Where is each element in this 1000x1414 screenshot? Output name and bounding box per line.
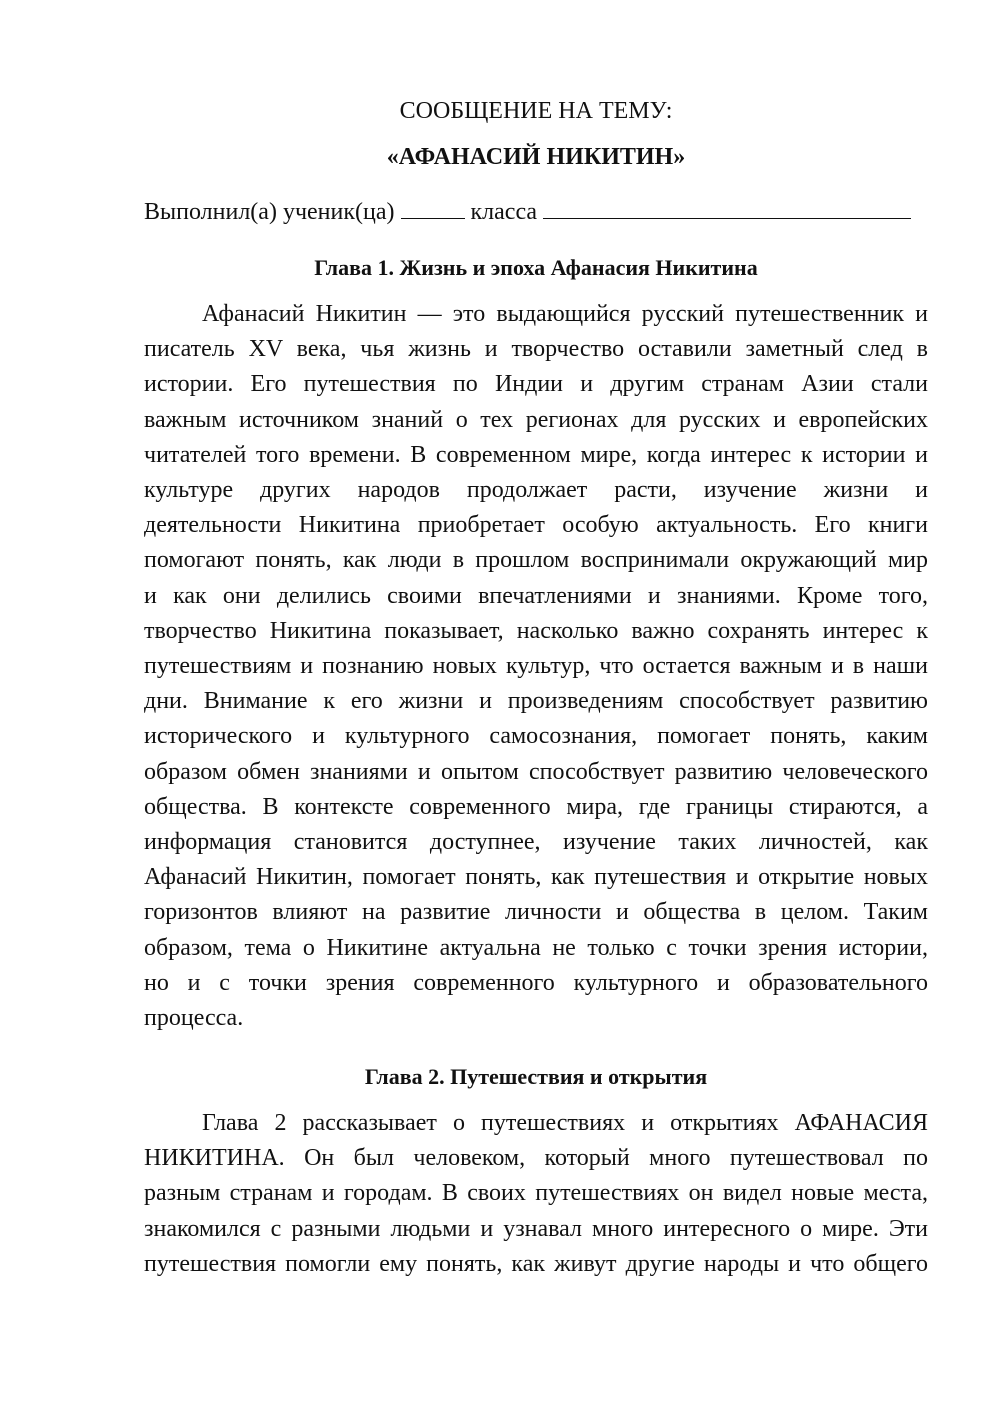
paragraph-line: образом обмен знаниями и опытом способствует развитию человеческого [144, 758, 928, 785]
paragraph-line: информация становится доступнее, изучение таких личностей, как [144, 829, 928, 856]
chapter2-paragraph [144, 1106, 928, 1282]
document-title-line1: СООБЩЕНИЕ НА ТЕМУ: [399, 98, 673, 124]
chapter1-paragraph [144, 297, 928, 1036]
paragraph-line: исторического и культурного самосознания, помогает понять, каким [144, 723, 928, 750]
paragraph-line: культуре других народов продолжает расти, изучение жизни и [144, 477, 928, 504]
document-title-line2: «АФАНАСИЙ НИКИТИН» [386, 144, 686, 170]
document-page [144, 0, 928, 1414]
paragraph-line: Афанасий Никитин, помогает понять, как путешествия и открытие новых [144, 864, 928, 891]
paragraph-line: истории. Его путешествия по Индии и другим странам Азии стали [144, 371, 928, 398]
paragraph-line: знакомился с разными людьми и узнавал много интересного о мире. Эти [144, 1215, 928, 1242]
paragraph-line: общества. В контексте современного мира, где границы стираются, а [144, 793, 928, 820]
paragraph-line: помогают понять, как люди в прошлом воспринимали окружающий мир [144, 547, 928, 574]
paragraph-line: читателей того времени. В современном мире, когда интерес к истории и [144, 441, 928, 468]
byline-student-label: Выполнил(а) ученик(ца) [144, 199, 395, 225]
paragraph-line: писатель XV века, чья жизнь и творчество оставили заметный след в [144, 336, 928, 363]
paragraph-line: но и с точки зрения современного культурного и образовательного [144, 969, 928, 996]
paragraph-line: образом, тема о Никитине актуальна не только с точки зрения истории, [144, 934, 928, 961]
paragraph-line: творчество Никитина показывает, насколько важно сохранять интерес к [144, 617, 928, 644]
paragraph-line: деятельности Никитина приобретает особую актуальность. Его книги [144, 512, 928, 539]
paragraph-line: Афанасий Никитин — это выдающийся русский путешественник и [202, 301, 928, 327]
paragraph-line: НИКИТИНА. Он был человеком, который много путешествовал по [144, 1145, 928, 1172]
byline-class-label: класса [470, 199, 538, 225]
paragraph-line: и как они делились своими впечатлениями и знаниями. Кроме того, [144, 582, 928, 609]
paragraph-line: дни. Внимание к его жизни и произведениям способствует развитию [144, 688, 928, 715]
paragraph-line: Глава 2 рассказывает о путешествиях и открытиях АФАНАСИЯ [202, 1110, 928, 1136]
paragraph-line: важным источником знаний о тех регионах для русских и европейских [144, 406, 928, 433]
paragraph-line: путешествия помогли ему понять, как живут другие народы и что общего [144, 1250, 928, 1277]
paragraph-line: разным странам и городам. В своих путешествиях он видел новые места, [144, 1180, 928, 1207]
name-blank [543, 196, 911, 219]
paragraph-line: путешествиям и познанию новых культур, что остается важным и в наши [144, 653, 928, 680]
chapter1-heading: Глава 1. Жизнь и эпоха Афанасия Никитина [314, 255, 758, 280]
paragraph-line: процесса. [144, 1005, 244, 1032]
chapter2-heading: Глава 2. Путешествия и открытия [364, 1064, 708, 1089]
paragraph-line: горизонтов влияют на развитие личности и общества в целом. Таким [144, 899, 928, 926]
author-byline [144, 195, 928, 229]
class-number-blank [401, 196, 465, 219]
